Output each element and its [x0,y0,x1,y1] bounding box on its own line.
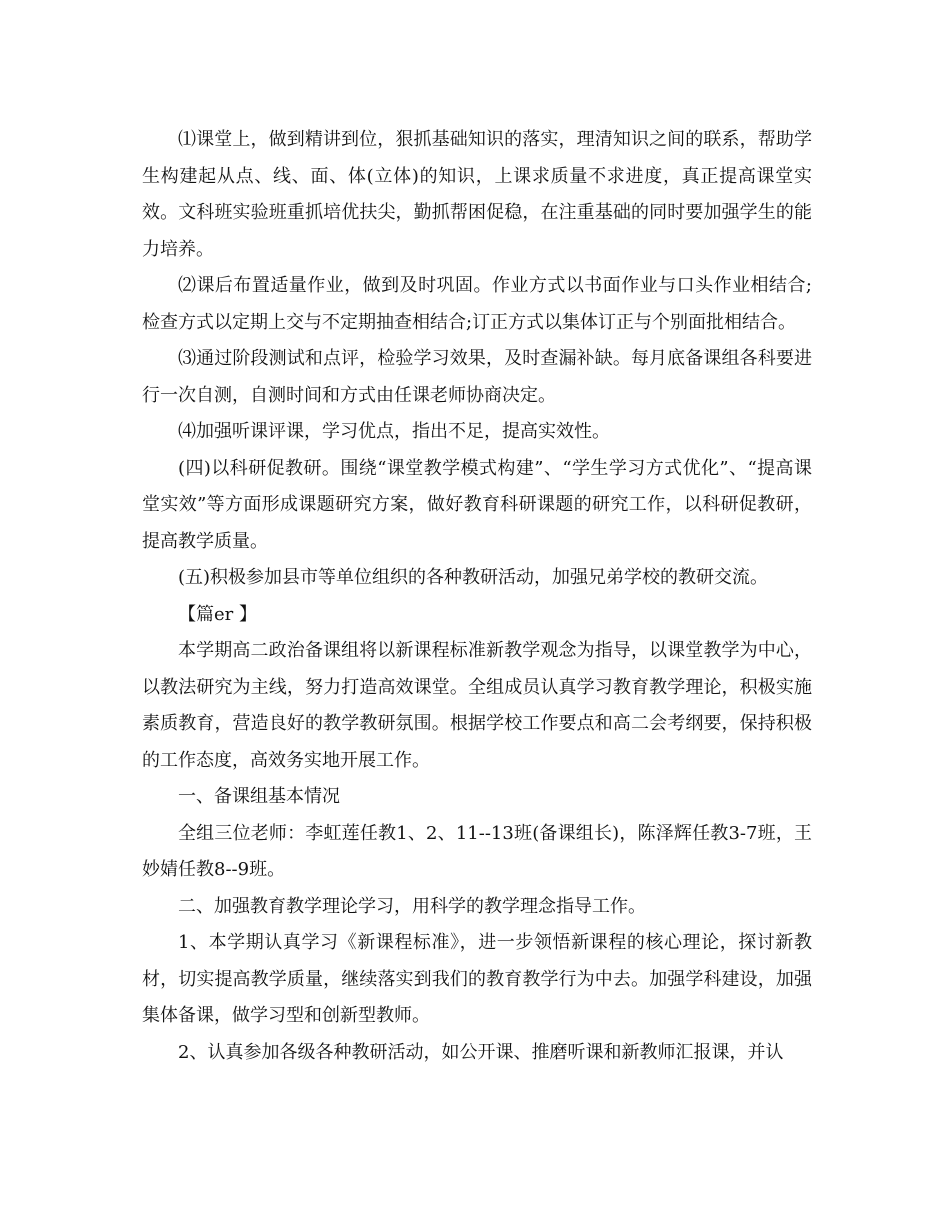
paragraph-curriculum-study: 1、本学期认真学习《新课程标准》，进一步领悟新课程的核心理论，探讨新教材，切实提高教学质量，继续落实到我们的教育教学行为中去。加强学科建设，加强集体备课，做学习型和创新型教师。 [142,932,812,1026]
paragraph-teaching-activities: 2、认真参加各级各种教研活动，如公开课、推磨听课和新教师汇报课，并认 [178,1041,784,1063]
paragraph-homework: ⑵课后布置适量作业，做到及时巩固。作业方式以书面作业与口头作业相结合;检查方式以定期上交与不定期抽查相结合;订正方式以集体订正与个别面批相结合。 [142,275,812,333]
heading-theory-study: 二、加强教育教学理论学习，用科学的教学理念指导工作。 [178,895,646,917]
paragraph-research-section-five: (五)积极参加县市等单位组织的各种教研活动，加强兄弟学校的教研交流。 [178,567,769,588]
paragraph-introduction: 本学期高二政治备课组将以新课程标准新教学观念为指导，以课堂教学为中心，以教法研究为主线，努力打造高效课堂。全组成员认真学习教育教学理论，积极实施素质教育，营造良好的教学教研氛围。根据学校工作要点和高二会考纲要，保持积极的工作态度，高效务实地开展工作。 [142,640,812,771]
paragraph-teacher-assignments: 全组三位老师：李虹莲任教1、2、11--13班(备课组长)，陈泽辉任教3-7班，王妙婧任教8--9班。 [142,822,812,880]
paragraph-classroom-teaching: ⑴课堂上，做到精讲到位，狠抓基础知识的落实，理清知识之间的联系，帮助学生构建起从点、线、面、体(立体)的知识，上课求质量不求进度，真正提高课堂实效。文科班实验班重抓培优扶尖，勤抓帮困促稳，在注重基础的同时要加强学生的能力培养。 [142,129,812,260]
heading-group-overview: 一、备课组基本情况 [178,786,340,807]
paragraph-stage-testing: ⑶通过阶段测试和点评，检验学习效果，及时查漏补缺。每月底备课组各科要进行一次自测，自测时间和方式由任课老师协商决定。 [142,348,812,406]
document-body [142,122,812,1071]
paragraph-research-section-four: (四)以科研促教研。围绕“课堂教学模式构建”、“学生学习方式优化”、“提高课堂实效”等方面形成课题研究方案，做好教育科研课题的研究工作，以科研促教研，提高教学质量。 [142,457,812,552]
paragraph-lesson-observation: ⑷加强听课评课，学习优点，指出不足，提高实效性。 [178,421,610,442]
section-heading-pian-er: 【篇er 】 [178,603,257,625]
